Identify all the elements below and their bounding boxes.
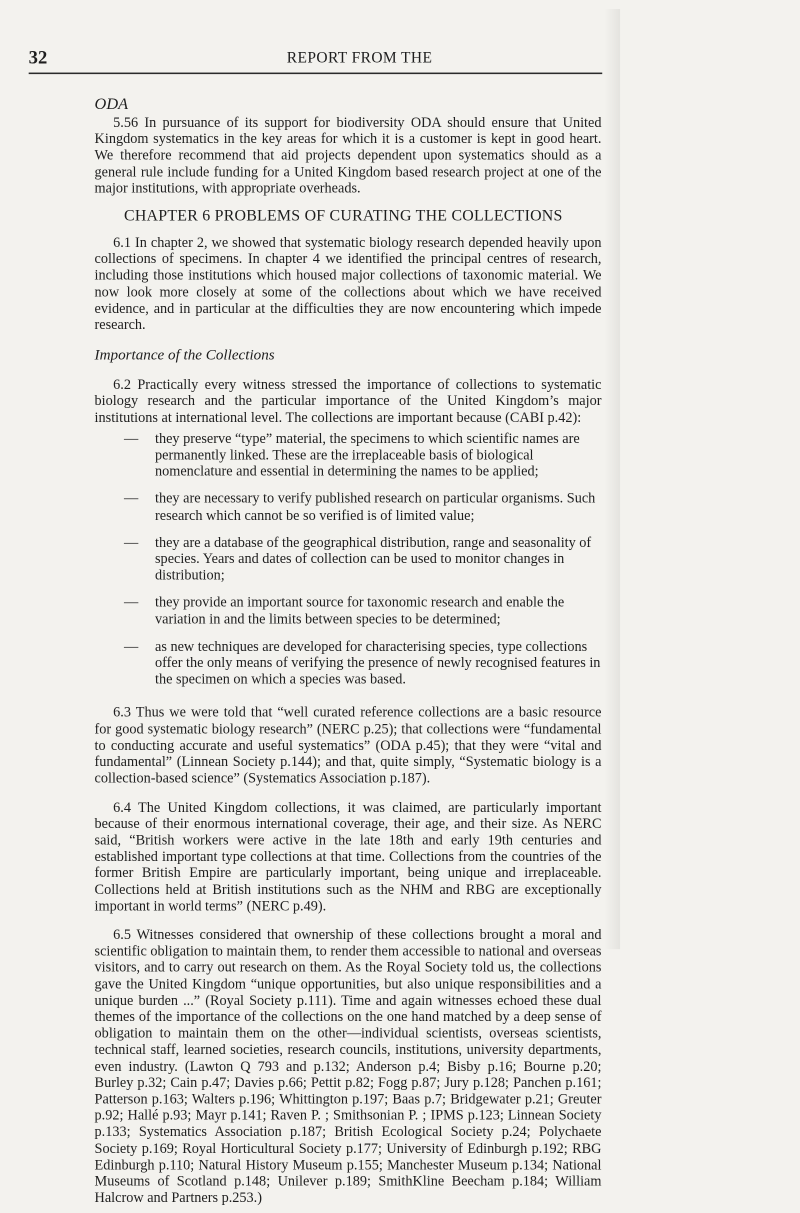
paragraph-6-2-block xyxy=(95,377,602,426)
bullet-dash: — xyxy=(124,638,139,654)
paragraph-6-3: 6.3 Thus we were told that “well curated reference collections are a basic resource for good systematic biology research” (NERC p.25); that collections were “fundamental to conducting accurate and useful systematics” (ODA p.45); that they were “vital and fundamental” (Linnean Society p.144); and that, quite simply, “Systematic biology is a collection-based science” (Systematics Association p.187). xyxy=(94,704,602,786)
paragraph-6-2: 6.2 Practically every witness stressed the importance of collections to systematic biology research and the particular importance of the United Kingdom’s major institutions at international level. The collections are important because (CABI p.42): xyxy=(94,376,602,425)
chapter-heading: CHAPTER 6 PROBLEMS OF CURATING THE COLLECTIONS xyxy=(124,207,563,225)
paragraph-6-1-block xyxy=(95,235,602,334)
bullet-dash: — xyxy=(124,430,139,447)
bullet-text: as new techniques are developed for characterising species, type collections offer the only means of verifying the presence of newly recognised features in the specimen on which a species was based. xyxy=(155,638,601,687)
section-heading-oda: ODA xyxy=(94,94,129,113)
paragraph-6-5: 6.5 Witnesses considered that ownership of these collections brought a moral and scientific obligation to maintain them, to render them accessible to national and overseas visitors, and to carry out research on them. As the Royal Society told us, the collections gave the United Kingdom “unique opportunities, but also unique responsibilities and a unique burden ...” (Royal Society p.111). Time and again witnesses echoed these dual themes of the importance of the collections on the one hand matched by a deep sense of obligation to maintain them on the other—individual scientists, overseas scientists, technical staff, learned societies, research councils, institutions, university departments, even industry. (Lawton Q 793 and p.132; Anderson p.4; Bisby p.16; Bourne p.20; Burley p.32; Cain p.47; Davies p.66; Pettit p.82; Fogg p.87; Jury p.128; Panchen p.161; Patterson p.163; Walters p.196; Whittington p.197; Baas p.7; Bridgewater p.21; Greuter p.92; Hallé p.93; Mayr p.141; Raven P. ; Smithsonian P. ; IPMS p.123; Linnean Society p.133; Systematics Association p.187; British Ecological Society p.24; Polychaete Society p.169; Royal Horticultural Society p.177; University of Edinburgh p.192; RBG Edinburgh p.110; Natural History Museum p.155; Manchester Museum p.134; National Museums of Scotland p.148; Unilever p.189; SmithKline Beecham p.184; William Halcrow and Partners p.253.) xyxy=(94,926,602,1206)
running-title: REPORT FROM THE xyxy=(286,49,433,67)
bullet-item xyxy=(124,491,601,524)
bullet-text: they provide an important source for taxonomic research and enable the variation in and the limits between species to be determined; xyxy=(155,594,565,627)
importance-bullet-list xyxy=(124,431,601,699)
paragraph-6-3-block xyxy=(95,705,602,787)
paragraph-5-56: 5.56 In pursuance of its support for biodiversity ODA should ensure that United Kingdom systematics in the key areas for which it is a customer is kept in good heart. We therefore recommend that aid projects dependent upon systematics should as a general rule include funding for a United Kingdom based research project at one of the major institutions, with appropriate overheads. xyxy=(94,114,602,196)
report-page xyxy=(0,9,620,1206)
subheading-importance: Importance of the Collections xyxy=(94,347,275,364)
bullet-text: they are necessary to verify published research on particular organisms. Such research which cannot be so verified is of limited value; xyxy=(155,490,596,523)
bullet-text: they are a database of the geographical distribution, range and seasonality of species. Years and dates of collection can be used to monitor changes in distribution; xyxy=(155,534,592,583)
running-head xyxy=(29,48,603,74)
paragraph-5-56-block xyxy=(95,114,602,196)
bullet-item xyxy=(124,534,601,583)
bullet-item xyxy=(124,638,601,687)
paragraph-6-4-block xyxy=(95,799,602,914)
paragraph-6-1: 6.1 In chapter 2, we showed that systematic biology research depended heavily upon collections of specimens. In chapter 4 we identified the principal centres of research, including those institutions which housed major collections of taxonomic material. We now look more closely at some of the collections about which we have received evidence, and in particular at the difficulties they are now encountering which impede research. xyxy=(94,234,602,333)
paragraph-6-4: 6.4 The United Kingdom collections, it was claimed, are particularly important because of their enormous international coverage, their age, and their size. As NERC said, “British workers were active in the late 18th and early 19th centuries and established important type collections at that time. Collections from the countries of the former British Empire are particularly important, being unique and irreplaceable. Collections held at British institutions such as the NHM and RBG are exceptionally important in world terms” (NERC p.49). xyxy=(94,799,602,914)
bullet-dash: — xyxy=(124,594,139,611)
page-number: 32 xyxy=(28,47,48,68)
bullet-text: they preserve “type” material, the specimens to which scientific names are permanently linked. These are the irreplaceable basis of biological nomenclature and essential in determining the names to be applied; xyxy=(155,430,580,479)
bullet-dash: — xyxy=(124,490,139,507)
bullet-item xyxy=(124,595,601,628)
bullet-dash: — xyxy=(124,534,139,550)
page-edge-shadow xyxy=(605,9,621,949)
bullet-item xyxy=(124,431,601,480)
paragraph-6-5-block xyxy=(95,927,602,1206)
